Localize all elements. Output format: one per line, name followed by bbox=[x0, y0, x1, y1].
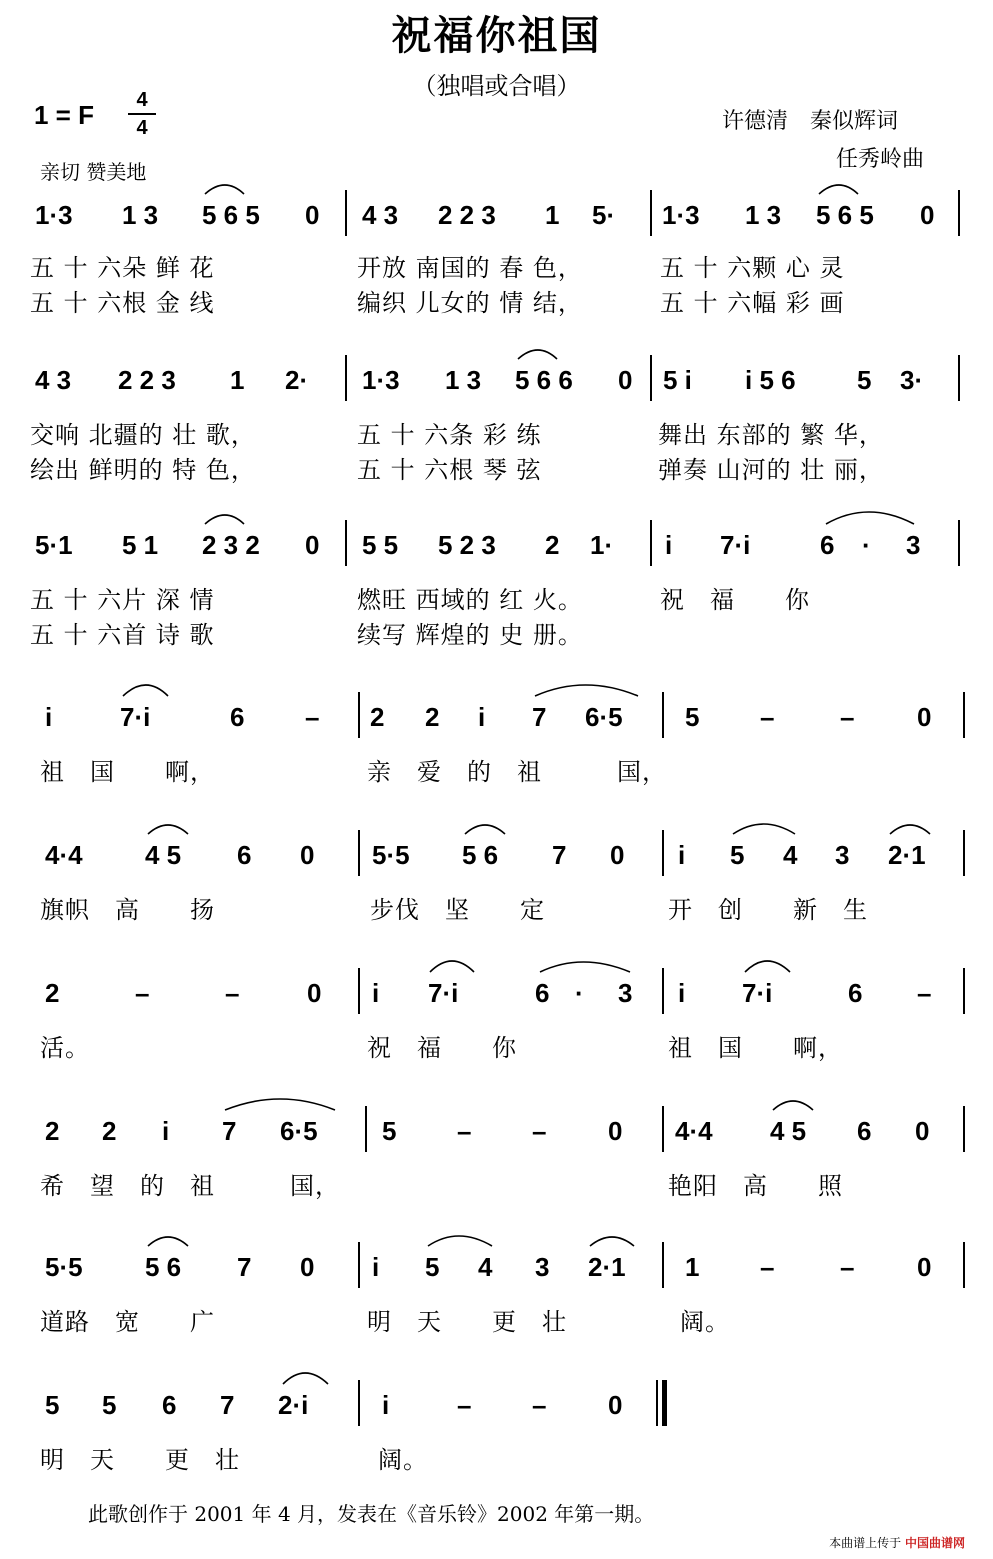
slur bbox=[890, 825, 930, 834]
slur bbox=[123, 685, 168, 696]
tempo-marking: 亲切 赞美地 bbox=[40, 160, 147, 184]
notation-group: – bbox=[760, 1252, 775, 1282]
notation-group: 4 3 bbox=[362, 200, 399, 230]
slur bbox=[205, 185, 244, 194]
notation-group: i bbox=[372, 978, 380, 1008]
song-subtitle: （独唱或合唱） bbox=[412, 72, 581, 100]
watermark-brand: 中国曲谱网 bbox=[904, 1536, 965, 1550]
notation-group: 0 bbox=[915, 1116, 930, 1146]
notation-group: 6 bbox=[848, 978, 863, 1008]
notation-group: 7 bbox=[222, 1116, 237, 1146]
notation-group: 2 bbox=[102, 1116, 117, 1146]
lyricist-credit: 许德清 秦似辉词 bbox=[722, 109, 899, 134]
notation-group: 0 bbox=[917, 702, 932, 732]
lyric-line: 交响 北疆的 壮 歌， bbox=[30, 421, 256, 449]
notation-group: – bbox=[457, 1116, 472, 1146]
notation-group: 0 bbox=[618, 365, 633, 395]
notation-group: 4 bbox=[478, 1252, 493, 1282]
notation-group: 7·i bbox=[742, 978, 773, 1008]
notation-group: 1·3 bbox=[362, 365, 400, 395]
meter-denominator: 4 bbox=[136, 117, 148, 139]
notation-group: 2 3 2 bbox=[202, 530, 260, 560]
slur bbox=[430, 961, 474, 972]
notation-group: 7·i bbox=[428, 978, 459, 1008]
notation-group: i bbox=[678, 978, 686, 1008]
notation-group: 4·4 bbox=[675, 1116, 713, 1146]
meter-numerator: 4 bbox=[136, 89, 148, 111]
lyric-line: 弹奏 山河的 壮 丽， bbox=[658, 456, 884, 484]
lyric-line: 燃旺 西域的 红 火。 bbox=[357, 586, 583, 614]
lyric-line: 祝 福 你 bbox=[367, 1034, 517, 1062]
notation-group: i bbox=[665, 530, 673, 560]
notation-group: 5 bbox=[857, 365, 872, 395]
lyric-line: 亲 爱 的 祖 国， bbox=[367, 758, 667, 786]
footer-note: 此歌创作于 2001 年 4 月，发表在《音乐铃》2002 年第一期。 bbox=[88, 1502, 655, 1526]
notation-group: 4·4 bbox=[45, 840, 83, 870]
notation-group: 6·5 bbox=[280, 1116, 318, 1146]
notation-group: 5·1 bbox=[35, 530, 73, 560]
lyric-line: 明 天 更 壮 bbox=[40, 1446, 240, 1474]
slur bbox=[535, 685, 638, 696]
song-title: 祝福你祖国 bbox=[391, 12, 602, 59]
notation-group: 5 6 5 bbox=[202, 200, 260, 230]
notation-group: 5 bbox=[45, 1390, 60, 1420]
notation-group: 5 i bbox=[663, 365, 692, 395]
lyric-line: 开放 南国的 春 色， bbox=[357, 254, 583, 282]
notation-group: 6 bbox=[535, 978, 550, 1008]
notation-group: – bbox=[457, 1390, 472, 1420]
notation-group: – bbox=[305, 702, 320, 732]
notation-group: 5 6 bbox=[145, 1252, 182, 1282]
notation-group: 4 3 bbox=[35, 365, 72, 395]
notation-group: 6 bbox=[820, 530, 835, 560]
notation-group: 0 bbox=[305, 530, 320, 560]
notation-group: 2·i bbox=[278, 1390, 309, 1420]
slur bbox=[225, 1099, 335, 1110]
notation-group: – bbox=[532, 1116, 547, 1146]
lyric-line: 活。 bbox=[40, 1034, 90, 1062]
lyric-line: 五 十 六根 金 线 bbox=[30, 289, 215, 317]
notation-group: · bbox=[575, 978, 584, 1008]
notation-group: 4 5 bbox=[145, 840, 182, 870]
slur bbox=[773, 1101, 813, 1110]
notation-group: 6·5 bbox=[585, 702, 623, 732]
slur bbox=[745, 961, 790, 972]
notation-group: i bbox=[162, 1116, 170, 1146]
notation-group: – bbox=[225, 978, 240, 1008]
notation-group: 7·i bbox=[720, 530, 751, 560]
notation-group: 0 bbox=[307, 978, 322, 1008]
notation-group: – bbox=[840, 702, 855, 732]
lyric-line: 艳阳 高 照 bbox=[668, 1172, 843, 1200]
notation-group: 1 3 bbox=[745, 200, 782, 230]
notation-group: 0 bbox=[305, 200, 320, 230]
notation-group: 2 bbox=[45, 1116, 60, 1146]
slur bbox=[733, 824, 795, 834]
notation-group: i bbox=[678, 840, 686, 870]
slur bbox=[826, 512, 914, 524]
watermark-text: 本曲谱上传于 bbox=[829, 1536, 902, 1550]
lyric-line: 五 十 六幅 彩 画 bbox=[660, 289, 845, 317]
notation-group: i bbox=[372, 1252, 380, 1282]
lyric-line: 祝 福 你 bbox=[660, 586, 810, 614]
notation-group: · bbox=[862, 530, 871, 560]
lyric-line: 明 天 更 壮 bbox=[367, 1308, 567, 1336]
notation-group: 3 bbox=[535, 1252, 550, 1282]
notation-group: 5 6 5 bbox=[816, 200, 874, 230]
notation-group: 5 5 bbox=[362, 530, 399, 560]
notation-group: – bbox=[135, 978, 150, 1008]
slur bbox=[540, 962, 630, 972]
notation-group: 0 bbox=[608, 1390, 623, 1420]
notation-group: 2 bbox=[425, 702, 440, 732]
notation-group: 3· bbox=[900, 365, 924, 395]
lyric-line: 绘出 鲜明的 特 色， bbox=[30, 456, 256, 484]
notation-group: 2 2 3 bbox=[438, 200, 496, 230]
notation-group: 7·i bbox=[120, 702, 151, 732]
notation-group: 5 bbox=[730, 840, 745, 870]
notation-group: 1·3 bbox=[662, 200, 700, 230]
slur bbox=[205, 515, 244, 524]
key-signature: 1 = F bbox=[34, 100, 94, 130]
notation-group: 5·5 bbox=[45, 1252, 83, 1282]
notation-group: – bbox=[760, 702, 775, 732]
notation-group: 2 bbox=[45, 978, 60, 1008]
notation-group: 3 bbox=[906, 530, 921, 560]
lyric-line: 续写 辉煌的 史 册。 bbox=[357, 621, 583, 649]
notation-group: – bbox=[840, 1252, 855, 1282]
notation-group: 2·1 bbox=[888, 840, 926, 870]
notation-group: 3 bbox=[618, 978, 633, 1008]
lyric-line: 五 十 六朵 鲜 花 bbox=[30, 254, 215, 282]
notation-group: i 5 6 bbox=[745, 365, 796, 395]
notation-group: 5 bbox=[685, 702, 700, 732]
notation-group: 0 bbox=[920, 200, 935, 230]
notation-group: 2 bbox=[545, 530, 560, 560]
slur bbox=[819, 185, 858, 194]
lyric-line: 祖 国 啊， bbox=[40, 758, 215, 786]
notation-group: 2· bbox=[285, 365, 309, 395]
lyric-line: 五 十 六根 琴 弦 bbox=[357, 456, 542, 484]
slur bbox=[518, 350, 557, 359]
lyric-line: 道路 宽 广 bbox=[40, 1308, 215, 1336]
notation-group: i bbox=[45, 702, 53, 732]
lyric-line: 五 十 六片 深 情 bbox=[30, 586, 215, 614]
notation-group: 5 bbox=[425, 1252, 440, 1282]
notation-group: 5 bbox=[102, 1390, 117, 1420]
notation-group: i bbox=[478, 702, 486, 732]
notation-group: 5 bbox=[382, 1116, 397, 1146]
slur bbox=[283, 1373, 328, 1384]
notation-group: – bbox=[917, 978, 932, 1008]
lyric-line: 五 十 六颗 心 灵 bbox=[660, 254, 845, 282]
lyric-line: 舞出 东部的 繁 华， bbox=[658, 421, 884, 449]
slur bbox=[590, 1237, 634, 1246]
notation-group: 5· bbox=[592, 200, 616, 230]
notation-group: 1·3 bbox=[35, 200, 73, 230]
notation-group: 5 1 bbox=[122, 530, 159, 560]
lyric-line: 希 望 的 祖 国， bbox=[40, 1172, 340, 1200]
notation-group: 1 bbox=[230, 365, 245, 395]
notation-group: 0 bbox=[610, 840, 625, 870]
lyric-line: 旗帜 高 扬 bbox=[40, 896, 215, 924]
lyric-line: 五 十 六条 彩 练 bbox=[357, 421, 542, 449]
notation-group: 7 bbox=[237, 1252, 252, 1282]
slur bbox=[148, 825, 188, 834]
slur bbox=[428, 1236, 492, 1246]
lyric-line: 编织 儿女的 情 结， bbox=[357, 289, 583, 317]
lyric-line: 阔。 bbox=[680, 1308, 730, 1336]
notation-group: 6 bbox=[857, 1116, 872, 1146]
site-watermark bbox=[829, 1534, 965, 1551]
lyric-line: 祖 国 啊， bbox=[668, 1034, 843, 1062]
slur bbox=[148, 1237, 188, 1246]
notation-group: 4 bbox=[783, 840, 798, 870]
notation-group: – bbox=[532, 1390, 547, 1420]
notation-group: 1 3 bbox=[445, 365, 482, 395]
notation-group: 2·1 bbox=[588, 1252, 626, 1282]
notation-group: 7 bbox=[552, 840, 567, 870]
slur bbox=[465, 825, 505, 834]
notation-group: 1 bbox=[545, 200, 560, 230]
lyric-line: 阔。 bbox=[378, 1446, 428, 1474]
notation-group: 0 bbox=[608, 1116, 623, 1146]
notation-group: 0 bbox=[300, 1252, 315, 1282]
notation-group: 6 bbox=[230, 702, 245, 732]
lyric-line: 步伐 坚 定 bbox=[370, 896, 545, 924]
notation-group: 5 6 6 bbox=[515, 365, 573, 395]
notation-group: 6 bbox=[162, 1390, 177, 1420]
notation-group: i bbox=[382, 1390, 390, 1420]
notation-group: 2 2 3 bbox=[118, 365, 176, 395]
notation-group: 3 bbox=[835, 840, 850, 870]
notation-group: 4 5 bbox=[770, 1116, 807, 1146]
composer-credit: 任秀岭曲 bbox=[836, 147, 925, 172]
notation-group: 5 2 3 bbox=[438, 530, 496, 560]
notation-group: 5 6 bbox=[462, 840, 499, 870]
notation-group: 1 bbox=[685, 1252, 700, 1282]
notation-group: 0 bbox=[300, 840, 315, 870]
notation-group: 0 bbox=[917, 1252, 932, 1282]
notation-group: 5·5 bbox=[372, 840, 410, 870]
lyric-line: 开 创 新 生 bbox=[668, 896, 868, 924]
notation-group: 1· bbox=[590, 530, 614, 560]
notation-group: 6 bbox=[237, 840, 252, 870]
lyric-line: 五 十 六首 诗 歌 bbox=[30, 621, 215, 649]
notation-group: 7 bbox=[220, 1390, 235, 1420]
notation-group: 2 bbox=[370, 702, 385, 732]
notation-group: 7 bbox=[532, 702, 547, 732]
notation-group: 1 3 bbox=[122, 200, 159, 230]
